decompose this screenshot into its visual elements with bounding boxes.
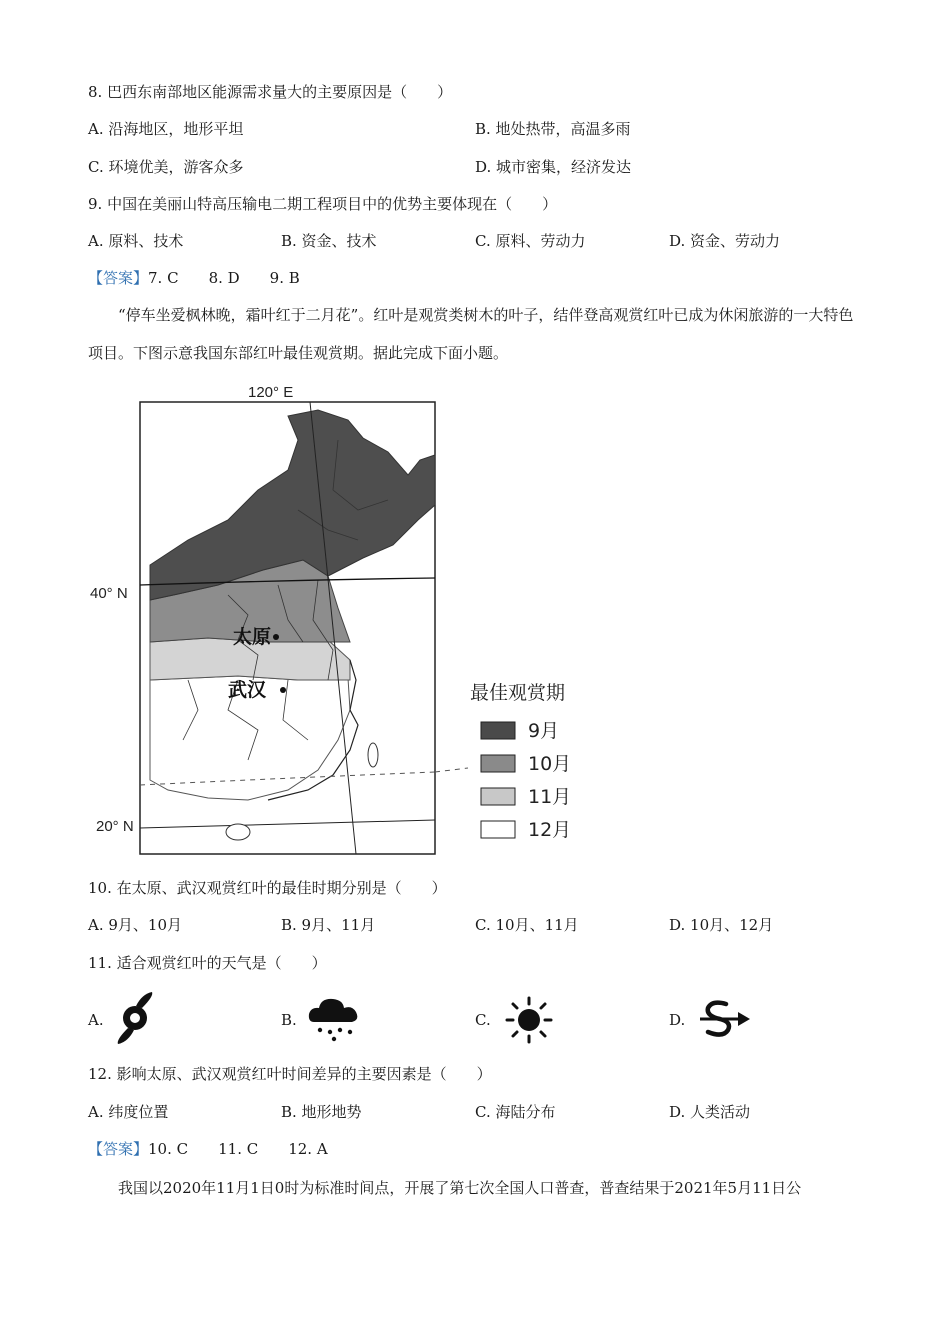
question-9-stem: 9. 中国在美丽山特高压输电二期工程项目中的优势主要体现在（ ） bbox=[88, 195, 558, 213]
legend-title: 最佳观赏期 bbox=[470, 682, 566, 704]
q12-option-d: D. 人类活动 bbox=[669, 1103, 751, 1121]
taiwan-island bbox=[368, 743, 378, 767]
answer-text: 7. C 8. D 9. B bbox=[148, 269, 300, 287]
q10-option-a: A. 9月、10月 bbox=[88, 916, 182, 934]
legend-swatch-sep bbox=[481, 722, 515, 739]
red-leaf-viewing-map bbox=[88, 380, 608, 860]
answer-block-2 bbox=[88, 1139, 328, 1159]
q9-option-d: D. 资金、劳动力 bbox=[669, 232, 781, 250]
q12-option-b: B. 地形地势 bbox=[281, 1103, 362, 1121]
legend-swatch-oct bbox=[481, 755, 515, 772]
legend-label-sep: 9月 bbox=[528, 720, 560, 742]
census-paragraph: 我国以2020年11月1日0时为标准时间点，开展了第七次全国人口普查，普查结果于2021年5月11日公 bbox=[118, 1179, 802, 1197]
label-120e: 120° E bbox=[248, 384, 294, 401]
answer-tag: 【答案】 bbox=[88, 1140, 149, 1158]
label-20n: 20° N bbox=[96, 818, 134, 835]
q12-option-a: A. 纬度位置 bbox=[88, 1103, 169, 1121]
label-40n: 40° N bbox=[90, 585, 128, 602]
q8-option-a: A. 沿海地区，地形平坦 bbox=[88, 120, 244, 138]
label-taiyuan: 太原 bbox=[233, 626, 272, 648]
sun-icon bbox=[505, 996, 553, 1044]
q9-option-b: B. 资金、技术 bbox=[281, 232, 377, 250]
q8-option-d: D. 城市密集，经济发达 bbox=[475, 158, 632, 176]
legend-swatch-nov bbox=[481, 788, 515, 805]
q11-option-c: C. bbox=[475, 1011, 491, 1029]
label-wuhan: 武汉 bbox=[228, 679, 267, 701]
q12-option-c: C. 海陆分布 bbox=[475, 1103, 556, 1121]
wuhan-dot bbox=[280, 687, 286, 693]
typhoon-icon bbox=[112, 990, 158, 1046]
question-8-stem: 8. 巴西东南部地区能源需求量大的主要原因是（ ） bbox=[88, 83, 453, 101]
q9-option-c: C. 原料、劳动力 bbox=[475, 232, 586, 250]
legend-label-oct: 10月 bbox=[528, 753, 572, 775]
q8-option-b: B. 地处热带，高温多雨 bbox=[475, 120, 631, 138]
legend bbox=[481, 720, 571, 841]
q9-option-a: A. 原料、技术 bbox=[88, 232, 184, 250]
q10-option-b: B. 9月、11月 bbox=[281, 916, 376, 934]
question-10-stem: 10. 在太原、武汉观赏红叶的最佳时期分别是（ ） bbox=[88, 879, 447, 897]
question-12-stem: 12. 影响太原、武汉观赏红叶时间差异的主要因素是（ ） bbox=[88, 1065, 492, 1083]
rain-cloud-icon bbox=[306, 994, 362, 1042]
question-11-stem: 11. 适合观赏红叶的天气是（ ） bbox=[88, 954, 327, 972]
q11-option-d: D. bbox=[669, 1011, 686, 1029]
legend-swatch-dec bbox=[481, 821, 515, 838]
q10-option-c: C. 10月、11月 bbox=[475, 916, 579, 934]
taiyuan-dot bbox=[273, 634, 279, 640]
answer-block-1 bbox=[88, 268, 300, 288]
q10-option-d: D. 10月、12月 bbox=[669, 916, 774, 934]
hainan-island bbox=[226, 824, 250, 840]
answer-text: 10. C 11. C 12. A bbox=[148, 1140, 328, 1158]
sandstorm-icon bbox=[696, 996, 752, 1042]
legend-label-dec: 12月 bbox=[528, 819, 572, 841]
q11-option-a: A. bbox=[88, 1011, 104, 1029]
q11-option-b: B. bbox=[281, 1011, 297, 1029]
intro-paragraph: “停车坐爱枫林晚，霜叶红于二月花”。红叶是观赏类树木的叶子，结伴登高观赏红叶已成为休闲旅游的一大特色项目。下图示意我国东部红叶最佳观赏期。据此完成下面小题。 bbox=[88, 306, 854, 362]
legend-label-nov: 11月 bbox=[528, 786, 572, 808]
q8-option-c: C. 环境优美，游客众多 bbox=[88, 158, 244, 176]
answer-tag: 【答案】 bbox=[88, 269, 149, 287]
